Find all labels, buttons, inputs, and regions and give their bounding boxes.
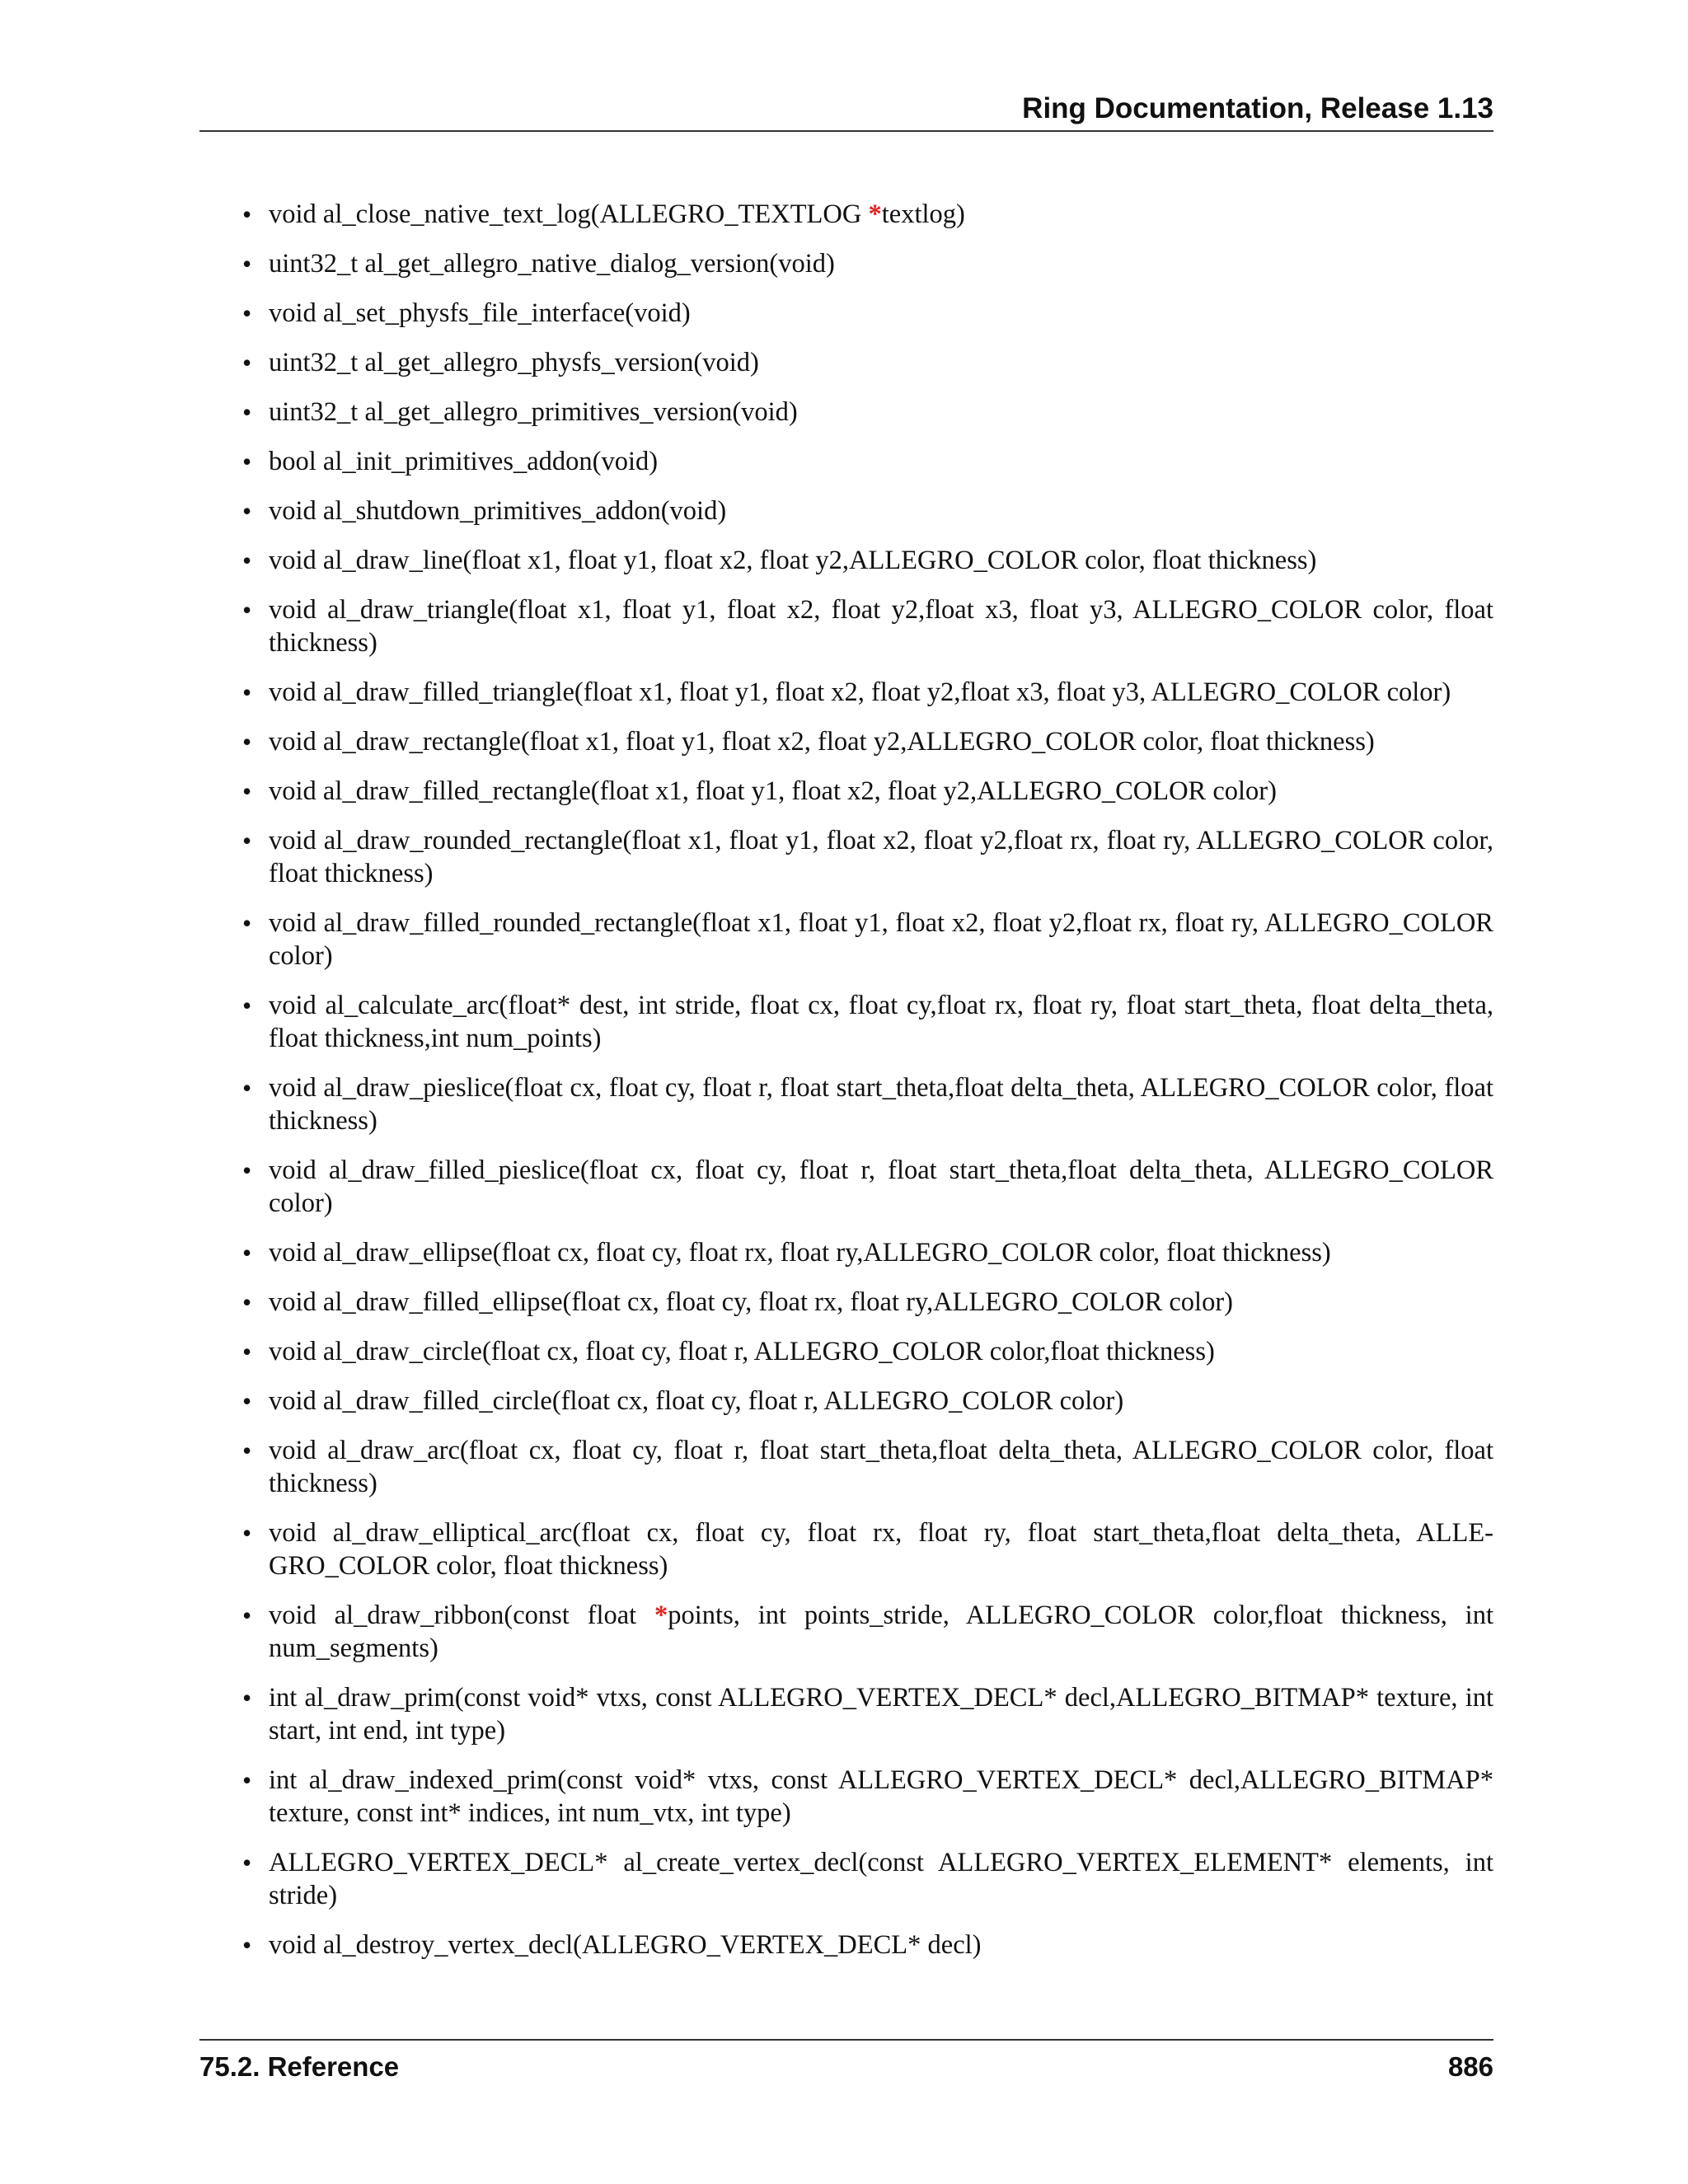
list-item (242, 725, 1493, 758)
pointer-star: * (868, 199, 882, 229)
function-signature: void al_draw_arc(float cx, float cy, float r, float start_theta,float delta_theta, ALLEGRO_COLOR color, float thickness) (269, 1436, 1493, 1498)
list-item (242, 346, 1493, 379)
list-item (242, 494, 1493, 527)
function-signature: void al_calculate_arc(float* dest, int stride, float cx, float cy,float rx, float ry, float start_theta, float delta_theta, float thickness,int num_points) (269, 991, 1493, 1053)
function-signature-start: void al_close_native_text_log(ALLEGRO_TEXTLOG (269, 199, 869, 229)
bullet-icon: • (242, 1155, 252, 1185)
function-signature: void al_draw_filled_rounded_rectangle(float x1, float y1, float x2, float y2,float rx, float ry, ALLEGRO_COLOR color) (269, 908, 1493, 971)
function-signature: bool al_init_primitives_addon(void) (269, 447, 659, 476)
function-signature: void al_draw_filled_ellipse(float cx, float cy, float rx, float ry,ALLEGRO_COLOR color) (269, 1287, 1233, 1317)
list-item (242, 1335, 1493, 1368)
list-item (242, 1681, 1493, 1747)
bullet-icon: • (242, 1287, 252, 1317)
function-signature: void al_draw_filled_circle(float cx, float cy, float r, ALLEGRO_COLOR color) (269, 1386, 1124, 1416)
bullet-icon: • (242, 1518, 252, 1548)
bullet-icon: • (242, 1683, 252, 1713)
function-signature: ALLEGRO_VERTEX_DECL* al_create_vertex_decl(const ALLEGRO_VERTEX_ELEMENT* elements, int stride) (269, 1848, 1493, 1910)
list-item (242, 775, 1493, 808)
function-signature: void al_draw_rounded_rectangle(float x1, float y1, float x2, float y2,float rx, float ry, ALLEGRO_COLOR color, float thickness) (269, 826, 1493, 888)
page-header (199, 91, 1493, 132)
list-item (242, 1846, 1493, 1912)
bullet-icon: • (242, 1765, 252, 1795)
bullet-icon: • (242, 908, 252, 938)
list-item (242, 593, 1493, 659)
list-item (242, 1286, 1493, 1319)
list-item (242, 1764, 1493, 1830)
list-item (242, 544, 1493, 577)
list-item (242, 445, 1493, 478)
list-item (242, 1599, 1493, 1665)
list-item (242, 824, 1493, 890)
list-item (242, 1385, 1493, 1418)
bullet-icon: • (242, 1238, 252, 1268)
list-item (242, 1236, 1493, 1269)
list-item (242, 247, 1493, 280)
function-signature: void al_destroy_vertex_decl(ALLEGRO_VERTEX_DECL* decl) (269, 1930, 982, 1960)
list-item (242, 1929, 1493, 1961)
function-signature: int al_draw_prim(const void* vtxs, const ALLEGRO_VERTEX_DECL* decl,ALLEGRO_BITMAP* texture, int start, int end, int type) (269, 1683, 1493, 1746)
list-item (242, 198, 1493, 231)
bullet-icon: • (242, 298, 252, 328)
bullet-icon: • (242, 991, 252, 1020)
function-signature: void al_draw_filled_pieslice(float cx, float cy, float r, float start_theta,float delta_theta, ALLEGRO_COLOR color) (269, 1155, 1493, 1218)
list-item (242, 297, 1493, 330)
list-item (242, 989, 1493, 1055)
function-signature: void al_draw_ellipse(float cx, float cy, float rx, float ry,ALLEGRO_COLOR color, float thickness) (269, 1238, 1331, 1268)
bullet-icon: • (242, 776, 252, 806)
list-item (242, 1071, 1493, 1137)
pointer-star: * (654, 1601, 668, 1630)
function-signature-start: void al_draw_ribbon(const float (269, 1601, 655, 1630)
function-signature: void al_shutdown_primitives_addon(void) (269, 496, 727, 526)
function-signature: void al_draw_rectangle(float x1, float y1, float x2, float y2,ALLEGRO_COLOR color, float thickness) (269, 727, 1375, 757)
function-signature: uint32_t al_get_allegro_native_dialog_version(void) (269, 249, 835, 279)
list-item (242, 1154, 1493, 1220)
function-signature-end: textlog) (881, 199, 965, 229)
main-content (242, 198, 1493, 1978)
bullet-icon: • (242, 546, 252, 575)
bullet-icon: • (242, 496, 252, 526)
list-item (242, 676, 1493, 709)
bullet-icon: • (242, 1436, 252, 1465)
list-item (242, 907, 1493, 972)
bullet-icon: • (242, 397, 252, 427)
function-signature: int al_draw_indexed_prim(const void* vtxs, const ALLEGRO_VERTEX_DECL* decl,ALLEGRO_BITMAP* texture, const int* indices, int num_vtx, int type) (269, 1765, 1493, 1828)
bullet-icon: • (242, 249, 252, 279)
function-signature-end: points, int points_stride, ALLEGRO_COLOR color,float thickness, int num_segments) (269, 1601, 1493, 1663)
bullet-icon: • (242, 199, 252, 229)
function-signature: void al_draw_triangle(float x1, float y1, float x2, float y2,float x3, float y3, ALLEGRO_COLOR color, float thickness) (269, 595, 1493, 658)
bullet-icon: • (242, 595, 252, 625)
list-item (242, 1434, 1493, 1500)
bullet-icon: • (242, 677, 252, 707)
bullet-icon: • (242, 1073, 252, 1103)
bullet-icon: • (242, 1848, 252, 1877)
page-number: 886 (1447, 2051, 1493, 2082)
list-item (242, 1516, 1493, 1582)
function-list (242, 198, 1493, 1961)
bullet-icon: • (242, 1930, 252, 1960)
bullet-icon: • (242, 1601, 252, 1630)
function-signature: uint32_t al_get_allegro_physfs_version(void) (269, 348, 759, 377)
bullet-icon: • (242, 447, 252, 476)
function-signature: void al_draw_pieslice(float cx, float cy, float r, float start_theta,float delta_theta, ALLEGRO_COLOR color, float thickness) (269, 1073, 1493, 1136)
bullet-icon: • (242, 826, 252, 855)
function-signature: uint32_t al_get_allegro_primitives_version(void) (269, 397, 798, 427)
page-footer (199, 2039, 1493, 2090)
document-title: Ring Documentation, Release 1.13 (1022, 92, 1493, 124)
function-signature: void al_draw_circle(float cx, float cy, float r, ALLEGRO_COLOR color,float thickness) (269, 1337, 1215, 1366)
bullet-icon: • (242, 1337, 252, 1366)
bullet-icon: • (242, 348, 252, 377)
section-reference: 75.2. Reference (199, 2051, 400, 2082)
function-signature: void al_set_physfs_file_interface(void) (269, 298, 691, 328)
function-signature: void al_draw_elliptical_arc(float cx, float cy, float rx, float ry, float start_theta,float delta_theta, ALLE-GRO_COLOR color, float thickness) (269, 1518, 1493, 1581)
bullet-icon: • (242, 1386, 252, 1416)
list-item (242, 396, 1493, 429)
bullet-icon: • (242, 727, 252, 757)
function-signature: void al_draw_filled_triangle(float x1, float y1, float x2, float y2,float x3, float y3, ALLEGRO_COLOR color) (269, 677, 1451, 707)
function-signature: void al_draw_filled_rectangle(float x1, float y1, float x2, float y2,ALLEGRO_COLOR color) (269, 776, 1277, 806)
function-signature: void al_draw_line(float x1, float y1, float x2, float y2,ALLEGRO_COLOR color, float thickness) (269, 546, 1317, 575)
